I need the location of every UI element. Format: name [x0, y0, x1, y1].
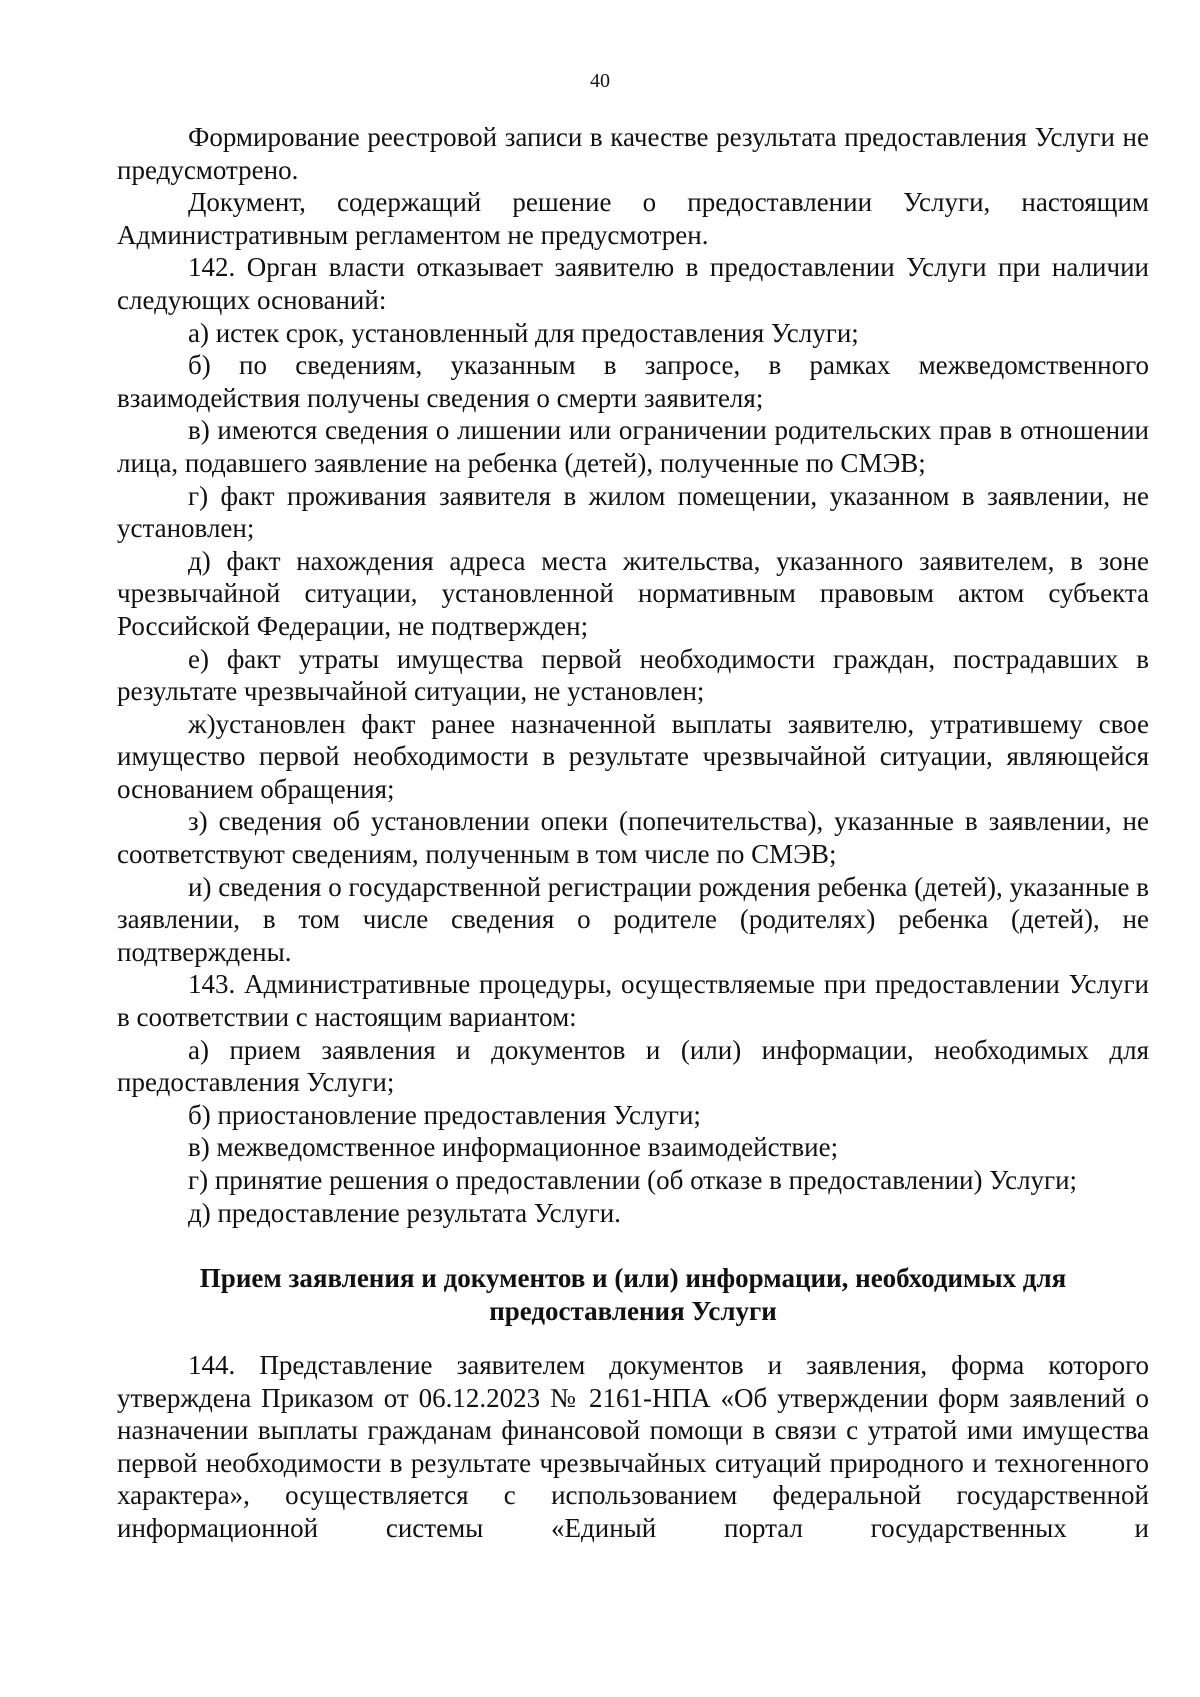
- list-item-143-b: б) приостановление предоставления Услуги;: [188, 1099, 701, 1130]
- list-item-142-zh: ж)установлен факт ранее назначенной выплаты заявителю, утратившему свое имущество первой необходимости в результате чрезвычайной ситуации, являющейся основанием обращения;: [117, 708, 1149, 804]
- list-item-142-i: и) сведения о государственной регистрации рождения ребенка (детей), указанные в заявлении, в том числе сведения о родителе (родителях) ребенка (детей), не подтверждены.: [117, 871, 1149, 967]
- list-item-143-d: д) предоставление результата Услуги.: [188, 1197, 621, 1228]
- section-heading: Прием заявления и документов и (или) информации, необходимых для предоставления Услуги: [199, 1263, 1067, 1326]
- paragraph-142-refusal-grounds: 142. Орган власти отказывает заявителю в предоставлении Услуги при наличии следующих оснований:: [117, 252, 1149, 315]
- list-item-143-a: а) прием заявления и документов и (или) информации, необходимых для предоставления Услуги;: [117, 1034, 1149, 1098]
- list-item-143-v: в) межведомственное информационное взаимодействие;: [188, 1132, 839, 1163]
- page-number: 40: [590, 70, 610, 92]
- paragraph-decision-document: Документ, содержащий решение о предоставлении Услуги, настоящим Административным регламентом не предусмотрен.: [117, 187, 1149, 250]
- list-item-142-v: в) имеются сведения о лишении или ограничении родительских прав в отношении лица, подавшего заявление на ребенка (детей), полученные по СМЭВ;: [117, 415, 1149, 478]
- list-item-142-e: е) факт утраты имущества первой необходимости граждан, пострадавших в результате чрезвычайной ситуации, не установлен;: [117, 643, 1149, 707]
- paragraph-registry-record: Формирование реестровой записи в качестве результата предоставления Услуги не предусмотрено.: [117, 122, 1149, 185]
- list-item-142-g: г) факт проживания заявителя в жилом помещении, указанном в заявлении, не установлен;: [117, 480, 1149, 544]
- section-body-text: [117, 1349, 1149, 1545]
- list-item-142-b: б) по сведениям, указанным в запросе, в рамках межведомственного взаимодействия получены сведения о смерти заявителя;: [117, 350, 1149, 413]
- body-text: [117, 121, 1149, 1229]
- list-item-143-g: г) принятие решения о предоставлении (об отказе в предоставлении) Услуги;: [188, 1165, 1078, 1195]
- list-item-142-a: а) истек срок, установленный для предоставления Услуги;: [188, 317, 859, 348]
- paragraph-144-application: 144. Представление заявителем документов и заявления, форма которого утверждена Приказом от 06.12.2023 № 2161-НПА «Об утверждении форм заявлений о назначении выплаты гражданам финансовой помощи в связи с утратой ими имущества первой необходимости в результате чрезвычайных ситуаций природного и техногенного характера», осуществляется с использованием федеральной государственной информационной системы «Единый портал государственных и: [117, 1350, 1149, 1543]
- paragraph-143-procedures: 143. Административные процедуры, осуществляемые при предоставлении Услуги в соответствии с настоящим вариантом:: [117, 969, 1149, 1033]
- list-item-142-d: д) факт нахождения адреса места жительства, указанного заявителем, в зоне чрезвычайной ситуации, установленной нормативным правовым актом субъекта Российской Федерации, не подтвержден;: [117, 545, 1149, 641]
- list-item-142-z: з) сведения об установлении опеки (попечительства), указанные в заявлении, не соответствуют сведениям, полученным в том числе по СМЭВ;: [117, 806, 1149, 870]
